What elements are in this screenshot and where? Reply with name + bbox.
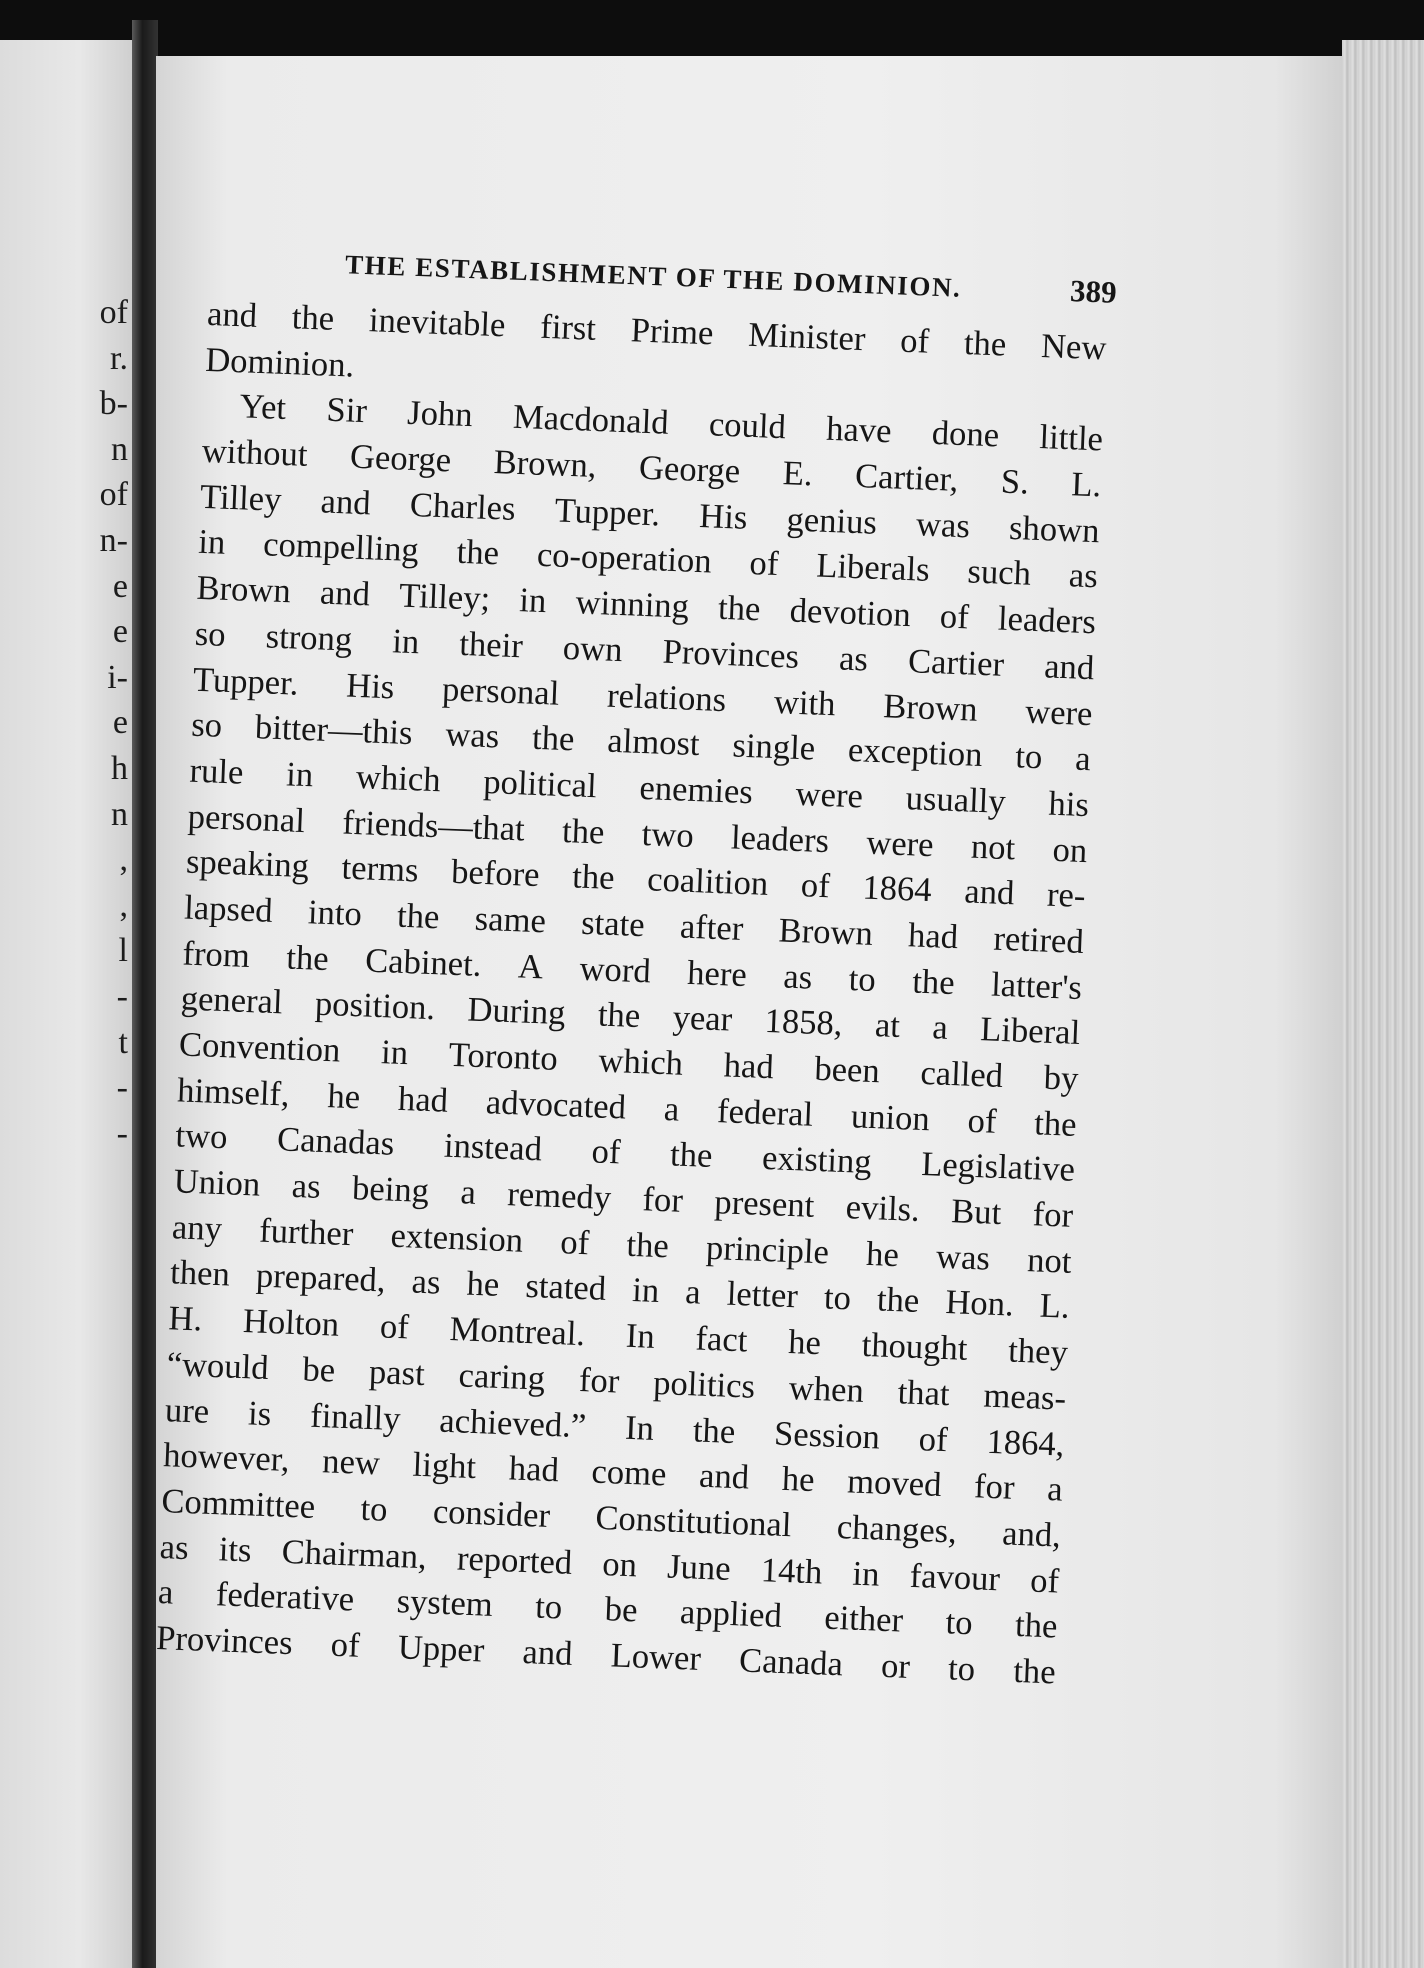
text-line: Provinces of Upper and Lower Canada or to the: [155, 1618, 1057, 1692]
body-text: [155, 292, 1107, 1696]
book-gutter: [132, 20, 158, 1968]
text-line: Union as being a remedy for present evils. But for: [173, 1162, 1074, 1235]
text-line: Tilley and Charles Tupper. His genius was shown: [199, 477, 1101, 551]
left-page-fragment: h: [111, 749, 128, 787]
running-head-title: THE ESTABLISHMENT OF THE DOMINION.: [344, 249, 963, 303]
text-line: then prepared, as he stated in a letter to the Hon. L.: [169, 1253, 1071, 1327]
left-page-fragment: -: [116, 977, 128, 1015]
text-line: “would be past caring for politics when that meas-: [166, 1344, 1067, 1418]
text-line: from the Cabinet. A word here as to the latter's: [181, 934, 1083, 1007]
text-line: so bitter—this was the almost single exception to a: [190, 705, 1092, 779]
text-line: Brown and Tilley; in winning the devotion of leaders: [195, 568, 1097, 642]
left-page-fragment: of: [99, 476, 128, 514]
text-line: himself, he had advocated a federal union of the: [176, 1071, 1078, 1144]
page-text-block: [155, 240, 1118, 1696]
left-page-fragment: i-: [107, 658, 128, 696]
text-line: and the inevitable first Prime Minister of the New: [206, 294, 1108, 368]
left-page-fragment: e: [112, 613, 128, 651]
left-page-fragment: e: [112, 704, 128, 742]
text-line: rule in which political enemies were usually his: [188, 751, 1090, 825]
text-line: so strong in their own Provinces as Cartier and: [194, 614, 1095, 688]
text-line: H. Holton of Montreal. In fact he thought they: [167, 1299, 1069, 1372]
text-line: a federative system to be applied either to the: [157, 1573, 1059, 1646]
text-line: Yet Sir John Macdonald could have done little: [238, 387, 1104, 459]
text-line: as its Chairman, reported on June 14th in favour of: [159, 1527, 1060, 1601]
text-line: Convention in Toronto which had been called by: [178, 1025, 1080, 1098]
text-line: in compelling the co-operation of Liberals such as: [197, 523, 1099, 596]
text-line: any further extension of the principle he was not: [171, 1208, 1073, 1281]
left-page-fragment: l: [118, 932, 128, 970]
text-line: two Canadas instead of the existing Legislative: [174, 1116, 1076, 1190]
page-number: 389: [1069, 273, 1118, 310]
text-line: without George Brown, George E. Cartier, S. L.: [201, 431, 1102, 505]
left-page-fragment: ,: [119, 886, 128, 924]
text-line: Dominion.: [204, 340, 355, 385]
text-line: lapsed into the same state after Brown had retired: [183, 888, 1085, 961]
left-facing-page: [0, 40, 132, 1968]
left-page-fragment: n-: [99, 521, 128, 559]
left-page-fragment: n: [111, 795, 128, 833]
page-edges: [1342, 40, 1424, 1968]
text-line: speaking terms before the coalition of 1864 and re-: [185, 842, 1087, 916]
left-page-fragment: -: [116, 1069, 128, 1107]
left-page-fragment: t: [118, 1023, 128, 1061]
left-page-fragment: e: [112, 567, 128, 605]
text-line: however, new light had come and he moved for a: [162, 1436, 1064, 1509]
left-page-fragment: r.: [110, 339, 128, 377]
text-line: ure is finally achieved.” In the Session of 1864,: [164, 1390, 1066, 1464]
left-page-fragment: of: [99, 294, 128, 331]
left-page-fragment: n: [111, 430, 128, 468]
left-page-fragment: ,: [119, 841, 128, 879]
text-line: personal friends—that the two leaders were not on: [187, 797, 1088, 870]
left-page-fragment: b-: [99, 385, 128, 423]
text-line: Tupper. His personal relations with Brown were: [192, 660, 1094, 733]
text-line: general position. During the year 1858, at a Liberal: [180, 979, 1081, 1053]
left-page-text-fragments: [2, 290, 132, 1156]
text-line: Committee to consider Constitutional changes, and,: [160, 1481, 1062, 1555]
left-page-fragment: -: [116, 1114, 128, 1152]
